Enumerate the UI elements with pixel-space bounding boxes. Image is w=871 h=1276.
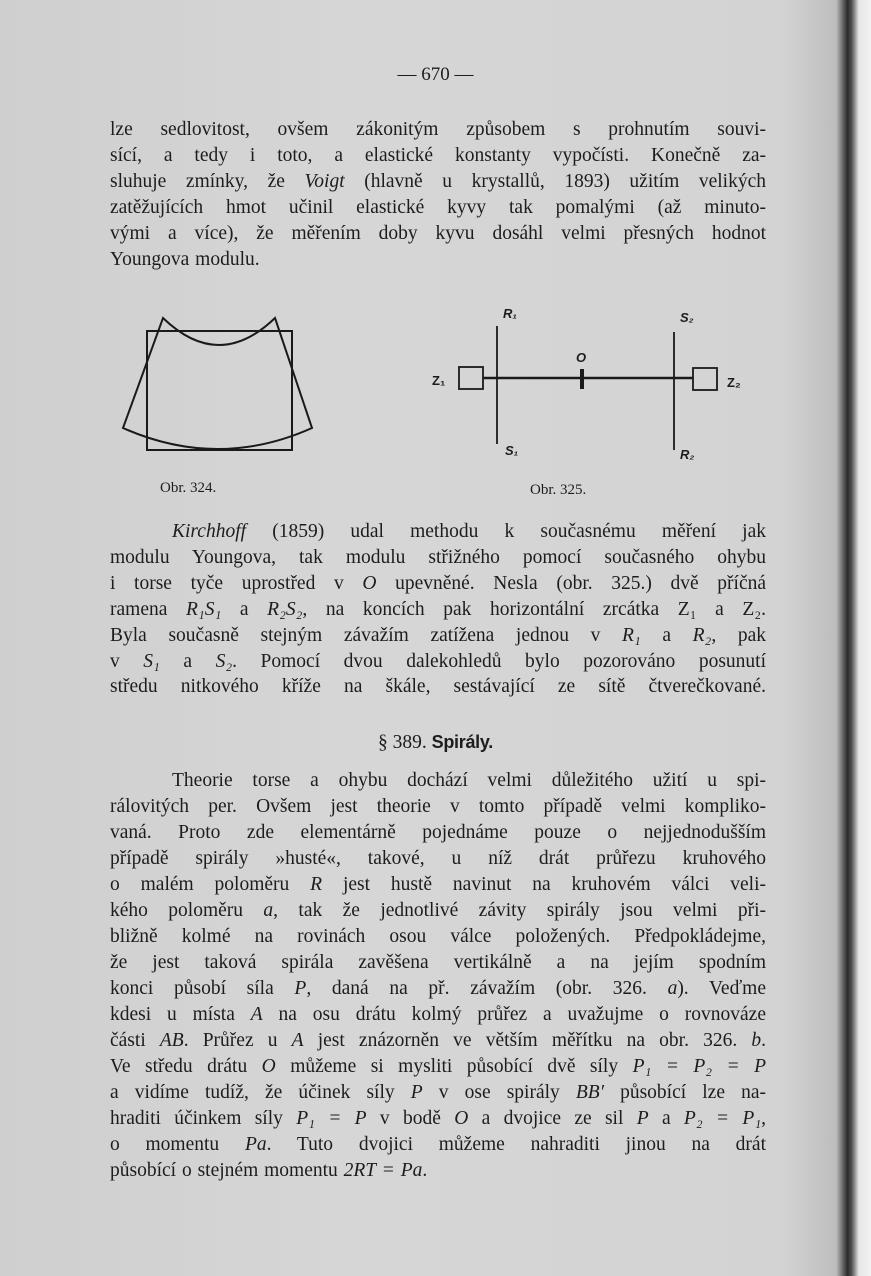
italic-text-run: P₁ = P₂ = P (632, 1056, 766, 1077)
italic-text-run: O (454, 1108, 469, 1129)
paragraph-3-line (110, 820, 766, 846)
text-run: na osu drátu kolmý průřez a uvažujme o rovnováze (262, 1004, 766, 1025)
text-run: modulu Youngova, tak modulu střižného pomocí současného ohybu (110, 546, 766, 568)
text-run: , (761, 1108, 766, 1129)
label-r2: R₂ (680, 447, 695, 462)
italic-text-run: A (291, 1030, 304, 1051)
label-s1: S₁ (505, 443, 519, 458)
text-run: . Průřez u (183, 1030, 292, 1051)
text-run: a (159, 650, 216, 672)
paragraph-2-line (110, 649, 766, 675)
paragraph-3-line (110, 950, 766, 976)
text-run: a vidíme tudíž, že účinek síly (110, 1082, 411, 1103)
paragraph-3-line (110, 1028, 766, 1054)
label-z1: Z₁ (432, 373, 446, 388)
paragraph-3-line (110, 1054, 766, 1080)
paragraph-1-line (110, 169, 766, 195)
label-r1: R₁ (503, 306, 517, 321)
paragraph-1-line (110, 221, 766, 247)
italic-text-run: P (410, 1082, 423, 1103)
text-run: o momentu (110, 1134, 245, 1155)
text-run: . Tuto dvojici můžeme nahraditi jinou na drát (266, 1134, 766, 1155)
italic-text-run: Voigt (304, 171, 345, 192)
text-run: lze sedlovitost, ovšem zákonitým způsobem s prohnutím souvi- (110, 119, 766, 140)
italic-text-run: R₁ (622, 624, 641, 646)
text-run: kdesi u místa (110, 1004, 251, 1025)
italic-text-run: BB′ (575, 1082, 604, 1103)
paragraph-2-line (110, 597, 766, 623)
italic-text-run: a (263, 900, 274, 921)
text-run: bližně kolmé na rovinách osou válce položených. Předpokládejme, (110, 926, 766, 947)
text-run: upevněné. Nesla (obr. 325.) dvě příčná (376, 572, 766, 594)
text-run: jest hustě navinut na kruhovém válci veli- (322, 874, 766, 895)
italic-text-run: R₂S₂ (267, 598, 303, 620)
paragraph-3-line (110, 872, 766, 898)
text-run: ramena (110, 598, 187, 620)
italic-text-run: R (310, 874, 323, 895)
text-run: . (761, 1030, 766, 1051)
italic-text-run: Pa (244, 1134, 267, 1155)
figure-324-deformed-shape (123, 318, 312, 449)
label-s2: S₂ (680, 310, 694, 325)
paragraph-2-line (110, 623, 766, 649)
page-number: — 670 — (397, 64, 474, 85)
italic-text-run: 2RT = Pa (343, 1160, 423, 1181)
paragraph-3-line (110, 846, 766, 872)
text-run: působící o stejném momentu (110, 1160, 344, 1181)
text-run: v (110, 650, 144, 672)
label-z2: Z₂ (727, 375, 741, 390)
text-run: , pak (711, 624, 767, 646)
italic-text-run: R₁S₁ (186, 598, 222, 620)
label-o: O (576, 350, 587, 365)
paragraph-2-line (110, 571, 766, 597)
text-run: můžeme si mysliti působící dvě síly (275, 1056, 633, 1077)
text-run: v bodě (366, 1108, 455, 1129)
text-run: o malém poloměru (110, 874, 311, 895)
text-run: Theorie torse a ohybu dochází velmi důležitého užití u spi- (172, 770, 766, 791)
italic-text-run: AB (159, 1030, 184, 1051)
paragraph-3-line (110, 1080, 766, 1106)
text-run: hraditi účinkem síly (110, 1108, 297, 1129)
paragraph-2-line (110, 545, 766, 571)
text-run: (hlavně u krystallů, 1893) užitím velikých (344, 171, 766, 192)
text-run: a dvojice ze sil (468, 1108, 637, 1129)
text-run: případě spirály »husté«, takové, u níž drát průřezu kruhového (110, 848, 766, 869)
text-run: jest znázorněn ve větším měřítku na obr. 326. (303, 1030, 752, 1051)
text-run: Ve středu drátu (110, 1056, 262, 1077)
italic-text-run: O (261, 1056, 276, 1077)
section-heading (0, 732, 871, 754)
paragraph-3-line (110, 1106, 766, 1132)
figure-325-caption: Obr. 325. (530, 482, 587, 498)
text-run: středu nitkového kříže na škále, sestávající ze sítě čtverečkované. (110, 676, 766, 698)
text-run: vými a více), že měřením doby kyvu dosáhl velmi přesných hodnot (110, 223, 766, 244)
paragraph-1-line (110, 143, 766, 169)
paragraph-1-line (110, 247, 766, 273)
text-run: v ose spirály (422, 1082, 576, 1103)
text-run: sluhuje zmínky, že (110, 171, 305, 192)
text-run: ). Veďme (677, 978, 766, 999)
text-run: Byla současně stejným závažím zatížena jednou v (110, 624, 623, 646)
text-run: konci působí síla (110, 978, 295, 999)
italic-text-run: P (636, 1108, 649, 1129)
paragraph-1-line (110, 195, 766, 221)
text-run: a (648, 1108, 684, 1129)
paragraph-3-line (172, 768, 766, 794)
text-run: . (422, 1160, 428, 1181)
italic-text-run: P₁ = P (296, 1108, 367, 1129)
text-run: vaná. Proto zde elementárně pojednáme pouze o nejjednodušším (110, 822, 766, 843)
paragraph-3-line (110, 976, 766, 1002)
mirror-z1 (459, 367, 483, 389)
paragraph-3-line (110, 1158, 766, 1184)
text-run: rálovitých per. Ovšem jest theorie v tomto případě velmi kompliko- (110, 796, 766, 817)
text-run: (1859) udal methodu k současnému měření jak (246, 521, 766, 542)
text-run: že jest taková spirála zavěšena vertikálně a na jejím spodním (110, 952, 766, 973)
paragraph-2-line (172, 519, 766, 545)
italic-text-run: S₁ (143, 650, 160, 672)
text-run: , tak že jednotlivé závity spirály jsou velmi při- (273, 900, 766, 921)
text-run: a (640, 624, 693, 646)
italic-text-run: A (250, 1004, 263, 1025)
paragraph-3-line (110, 898, 766, 924)
figure-324-caption: Obr. 324. (160, 480, 217, 496)
paragraph-2-line (110, 674, 766, 700)
paragraph-3-line (110, 924, 766, 950)
section-title: Spirály. (431, 732, 493, 752)
italic-text-run: O (362, 572, 377, 594)
figure-324-diagram (115, 310, 325, 470)
text-run: , daná na př. závažím (obr. 326. (306, 978, 668, 999)
paragraph-3-line (110, 1002, 766, 1028)
paragraph-1-line (110, 117, 766, 143)
text-run: působící lze na- (603, 1082, 766, 1103)
italic-text-run: Kirchhoff (172, 521, 247, 542)
italic-text-run: P (294, 978, 307, 999)
text-run: , na koncích pak horizontální zrcátka Z₁ a Z₂. (302, 598, 766, 620)
figure-324-square (147, 331, 292, 450)
mirror-z2 (693, 368, 717, 390)
italic-text-run: b (751, 1030, 762, 1051)
text-run: části (110, 1030, 160, 1051)
text-run: a (221, 598, 268, 620)
italic-text-run: a (667, 978, 678, 999)
text-run: . Pomocí dvou dalekohledů bylo pozorováno posunutí (232, 650, 767, 672)
italic-text-run: R₂ (692, 624, 712, 646)
paragraph-3-line (110, 1132, 766, 1158)
section-number: § 389. (378, 732, 427, 753)
text-run: Youngova modulu. (110, 249, 260, 270)
text-run: kého poloměru (110, 900, 264, 921)
figure-325-diagram (420, 300, 760, 480)
text-run: zatěžujících hmot učinil elastické kyvy tak pomalými (až minuto- (110, 197, 766, 218)
italic-text-run: P₂ = P₁ (683, 1108, 762, 1129)
text-run: sící, a tedy i toto, a elastické konstanty vypočísti. Konečně za- (110, 145, 766, 166)
italic-text-run: S₂ (215, 650, 233, 672)
text-run: i torse tyče uprostřed v (110, 572, 363, 594)
paragraph-3-line (110, 794, 766, 820)
